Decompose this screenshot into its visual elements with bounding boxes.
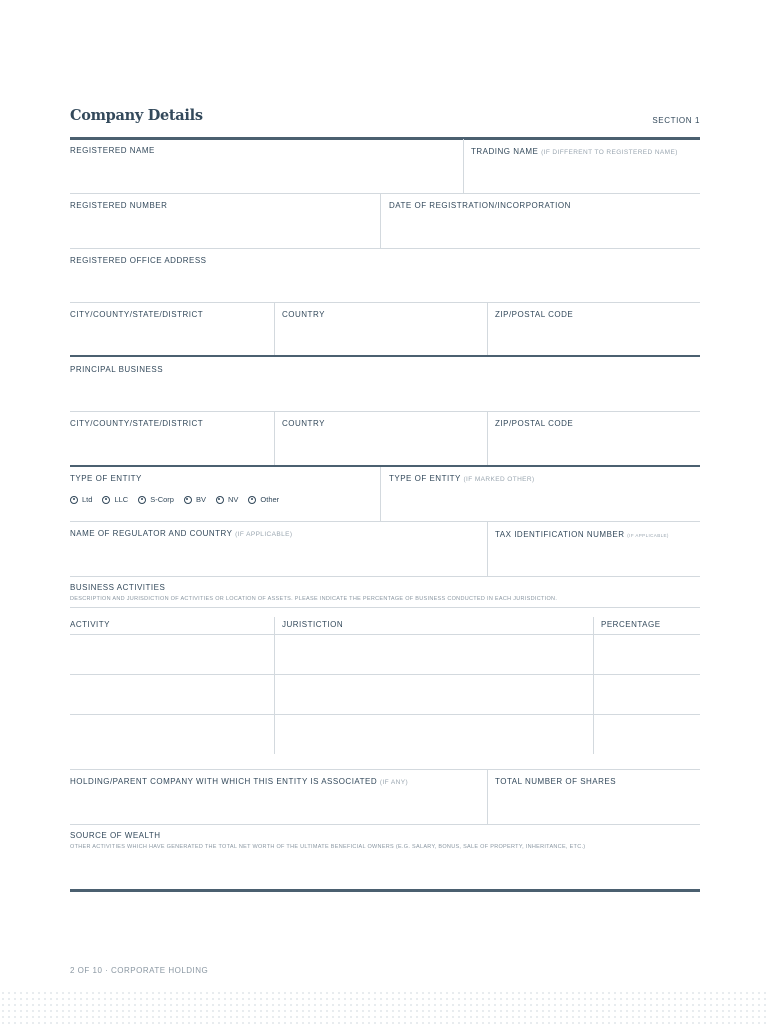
table-cell-percentage-1[interactable]	[594, 635, 700, 674]
source-of-wealth-field[interactable]	[70, 825, 700, 889]
radio-icon[interactable]	[102, 496, 110, 504]
trading-name-label: TRADING NAME (IF DIFFERENT TO REGISTERED NAME)	[471, 147, 678, 156]
tax-id-label: TAX IDENTIFICATION NUMBER (IF APPLICABLE)	[495, 530, 669, 539]
regulator-label: NAME OF REGULATOR AND COUNTRY (IF APPLICABLE)	[70, 529, 293, 538]
total-shares-label: TOTAL NUMBER OF SHARES	[495, 777, 617, 786]
radio-icon[interactable]	[70, 496, 78, 504]
section-bottom-rule	[70, 889, 700, 892]
date-of-registration-label: DATE OF REGISTRATION/INCORPORATION	[389, 201, 571, 210]
holding-company-label: HOLDING/PARENT COMPANY WITH WHICH THIS ENTITY IS ASSOCIATED (IF ANY)	[70, 777, 409, 786]
type-of-entity-other-note: (IF MARKED OTHER)	[463, 476, 535, 483]
radio-s-corp[interactable]: S-Corp	[138, 495, 174, 504]
country-label-2: COUNTRY	[282, 419, 325, 428]
zip-label-2: ZIP/POSTAL CODE	[495, 419, 574, 428]
principal-business-field[interactable]	[70, 358, 700, 411]
zip-label-1: ZIP/POSTAL CODE	[495, 310, 574, 319]
footer-dot-pattern	[0, 990, 770, 1024]
divider	[274, 303, 275, 356]
country-label-1: COUNTRY	[282, 310, 325, 319]
entity-type-radio-group	[70, 495, 279, 504]
table-header-percentage: PERCENTAGE	[601, 620, 661, 629]
table-header-activity: ACTIVITY	[70, 620, 111, 629]
radio-icon[interactable]	[138, 496, 146, 504]
source-of-wealth-description: OTHER ACTIVITIES WHICH HAVE GENERATED THE TOTAL NET WORTH OF THE ULTIMATE BENEFICIAL OWNERS (E.G. SALARY, BONUS, SALE OF PROPERTY, INHERITANCE, ETC.)	[70, 844, 586, 850]
city-label-1: CITY/COUNTY/STATE/DISTRICT	[70, 310, 204, 319]
divider	[380, 467, 381, 521]
table-cell-jurisdiction-3[interactable]	[275, 715, 593, 754]
divider	[487, 522, 488, 576]
divider	[274, 412, 275, 465]
divider	[487, 303, 488, 356]
principal-business-label: PRINCIPAL BUSINESS	[70, 365, 164, 374]
section-label: SECTION 1	[652, 116, 700, 125]
table-cell-activity-3[interactable]	[70, 715, 274, 754]
table-header-jurisdiction: JURISTICTION	[282, 620, 344, 629]
table-cell-jurisdiction-2[interactable]	[275, 675, 593, 714]
page-footer: 2 OF 10 · CORPORATE HOLDING	[70, 966, 209, 975]
city-label-2: CITY/COUNTY/STATE/DISTRICT	[70, 419, 204, 428]
table-cell-activity-2[interactable]	[70, 675, 274, 714]
divider	[487, 412, 488, 465]
table-cell-percentage-3[interactable]	[594, 715, 700, 754]
registered-name-label: REGISTERED NAME	[70, 146, 155, 155]
table-cell-jurisdiction-1[interactable]	[275, 635, 593, 674]
holding-company-note: (IF ANY)	[379, 779, 409, 786]
radio-icon[interactable]	[184, 496, 192, 504]
regulator-note: (IF APPLICABLE)	[235, 531, 293, 538]
radio-llc[interactable]: LLC	[102, 495, 128, 504]
row-rule	[70, 576, 700, 577]
radio-other[interactable]: Other	[248, 495, 279, 504]
business-activities-description: DESCRIPTION AND JURISDICTION OF ACTIVITIES OR LOCATION OF ASSETS. PLEASE INDICATE THE PERCENTAGE OF BUSINESS CONDUCTED IN EACH JURISDICTION.	[70, 596, 558, 602]
radio-ltd[interactable]: Ltd	[70, 495, 92, 504]
row-rule	[70, 607, 700, 608]
registered-number-label: REGISTERED NUMBER	[70, 201, 168, 210]
divider	[380, 194, 381, 248]
divider	[463, 139, 464, 194]
radio-nv[interactable]: NV	[216, 495, 238, 504]
tax-id-note: (IF APPLICABLE)	[627, 533, 669, 538]
radio-icon[interactable]	[216, 496, 224, 504]
type-of-entity-label: TYPE OF ENTITY	[70, 474, 142, 483]
type-of-entity-other-label: TYPE OF ENTITY (IF MARKED OTHER)	[389, 474, 535, 483]
radio-bv[interactable]: BV	[184, 495, 206, 504]
trading-name-note: (IF DIFFERENT TO REGISTERED NAME)	[541, 149, 678, 156]
group-rule	[70, 355, 700, 357]
source-of-wealth-label: SOURCE OF WEALTH	[70, 831, 161, 840]
table-cell-activity-1[interactable]	[70, 635, 274, 674]
business-activities-label: BUSINESS ACTIVITIES	[70, 583, 166, 592]
divider	[487, 770, 488, 824]
page-title: Company Details	[70, 107, 203, 124]
table-cell-percentage-2[interactable]	[594, 675, 700, 714]
radio-icon[interactable]	[248, 496, 256, 504]
registered-office-address-label: REGISTERED OFFICE ADDRESS	[70, 256, 207, 265]
